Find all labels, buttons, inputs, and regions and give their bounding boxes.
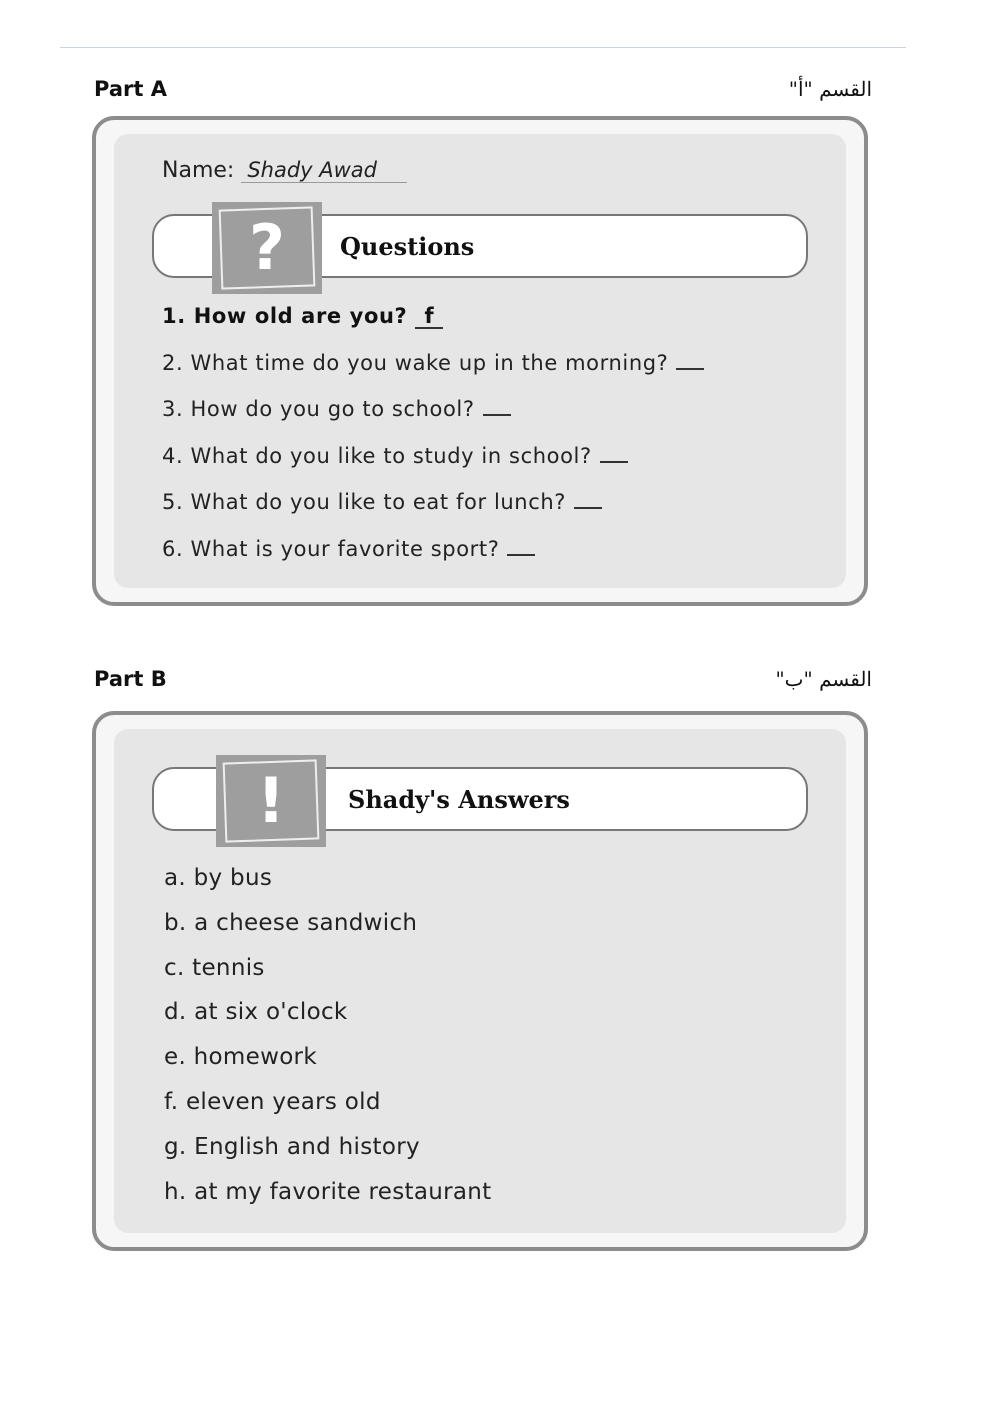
answer-item: d. at six o'clock [164,999,348,1026]
answer-blank[interactable] [483,414,511,416]
answer-blank[interactable] [676,368,704,370]
question-item [162,444,704,491]
question-text: 1. How old are you? [162,304,408,328]
answer-item: c. tennis [164,954,265,981]
questions-card [92,116,868,606]
answers-card-inner [114,729,846,1233]
answers-card [92,711,868,1251]
question-glyph: ? [249,211,285,284]
question-item [162,351,704,398]
answer-item: a. by bus [164,865,273,891]
answer-item: b. a cheese sandwich [164,909,418,936]
question-item [162,397,704,444]
answer-item: h. at my favorite restaurant [164,1178,492,1205]
question-item [162,304,704,351]
question-text: 6. What is your favorite sport? [162,536,500,561]
question-text: 3. How do you go to school? [162,397,475,421]
answer-blank[interactable] [574,507,602,509]
part-b-label: Part B [94,667,167,691]
exclamation-glyph: ! [256,764,286,837]
question-mark-icon [212,202,322,294]
answer-item: e. homework [164,1044,317,1071]
answer-item: g. English and history [164,1133,420,1160]
answer-blank[interactable]: f [415,305,443,329]
answers-list [164,865,491,1223]
question-text: 4. What do you like to study in school? [162,443,592,468]
part-a-label: Part A [94,77,167,101]
top-divider [60,47,906,48]
exclamation-icon [216,755,326,847]
answer-blank[interactable] [600,461,628,463]
name-label: Name: [162,158,235,183]
part-a-arabic-label: القسم "أ" [788,77,872,101]
answer-item: f. eleven years old [164,1088,381,1115]
question-text: 2. What time do you wake up in the morning? [162,350,669,375]
question-text: 5. What do you like to eat for lunch? [162,490,567,514]
question-item [162,537,704,584]
answer-blank[interactable] [507,554,535,556]
questions-card-inner [114,134,846,588]
answers-title: Shady's Answers [348,785,570,814]
part-b-arabic-label: القسم "ب" [775,667,872,691]
questions-title: Questions [340,232,475,261]
name-row [162,158,407,183]
name-field[interactable]: Shady Awad [241,158,407,183]
questions-list [162,304,704,583]
question-item [162,490,704,537]
